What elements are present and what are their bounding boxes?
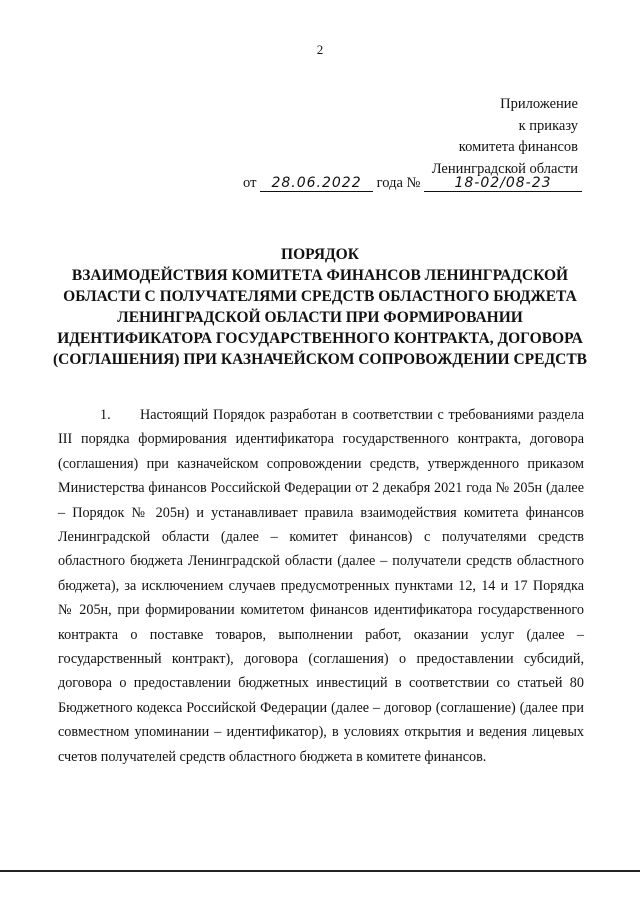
paragraph-1 xyxy=(58,403,584,769)
paragraph-text: Настоящий Порядок разработан в соответствии с требованиями раздела III порядка формирования идентификатора государственного контракта, договора (соглашения) при казначейском сопровождении средств, утвержденного приказом Министерства финансов Российской Федерации от 2 декабря 2021 года № 205н (далее – Порядок № 205н) и устанавливает правила взаимодействия комитета финансов Ленинградской области (далее – комитет финансов) с получателями средств областного бюджета Ленинградской области (далее – получатели средств областного бюджета), за исключением случаев предусмотренных пунктами 12, 14 и 17 Порядка № 205н, при формировании комитетом финансов идентификатора государственного контракта о поставке товаров, выполнении работ, оказании услуг (далее – государственный контракт), договора (соглашения) о предоставлении субсидий, договора о предоставлении бюджетных инвестиций в соответствии со статьей 80 Бюджетного кодекса Российской Федерации (далее – договор (соглашение) (далее при совместном упоминании – идентификатор), в условиях открытия и ведения лицевых счетов получателей средств областного бюджета в комитете финансов. xyxy=(58,407,584,765)
appendix-block xyxy=(432,94,578,180)
order-number-handwritten: 18-02/08-23 xyxy=(424,175,582,192)
appendix-line-4: Ленинградской области xyxy=(431,160,578,177)
order-date-prefix: от xyxy=(243,175,257,191)
document-title xyxy=(40,244,600,370)
page-number: 2 xyxy=(316,42,324,57)
order-reference-line xyxy=(243,175,582,192)
paragraph-number: 1. xyxy=(100,407,111,423)
order-date-handwritten: 28.06.2022 xyxy=(260,175,373,192)
appendix-line-1: Приложение xyxy=(500,96,578,112)
title-main: ПОРЯДОК xyxy=(281,246,359,263)
order-year-label: года № xyxy=(376,175,421,191)
appendix-line-3: комитета финансов xyxy=(458,139,578,155)
bottom-divider xyxy=(0,870,640,872)
appendix-line-2: к приказу xyxy=(518,117,578,134)
title-body: ВЗАИМОДЕЙСТВИЯ КОМИТЕТА ФИНАНСОВ ЛЕНИНГРАДСКОЙ ОБЛАСТИ С ПОЛУЧАТЕЛЯМИ СРЕДСТВ ОБЛАСТНОГО БЮДЖЕТА ЛЕНИНГРАДСКОЙ ОБЛАСТИ ПРИ ФОРМИРОВАНИИ ИДЕНТИФИКАТОРА ГОСУДАРСТВЕННОГО КОНТРАКТА, ДОГОВОРА (СОГЛАШЕНИЯ) ПРИ КАЗНАЧЕЙСКОМ СОПРОВОЖДЕНИИ СРЕДСТВ xyxy=(53,267,587,368)
